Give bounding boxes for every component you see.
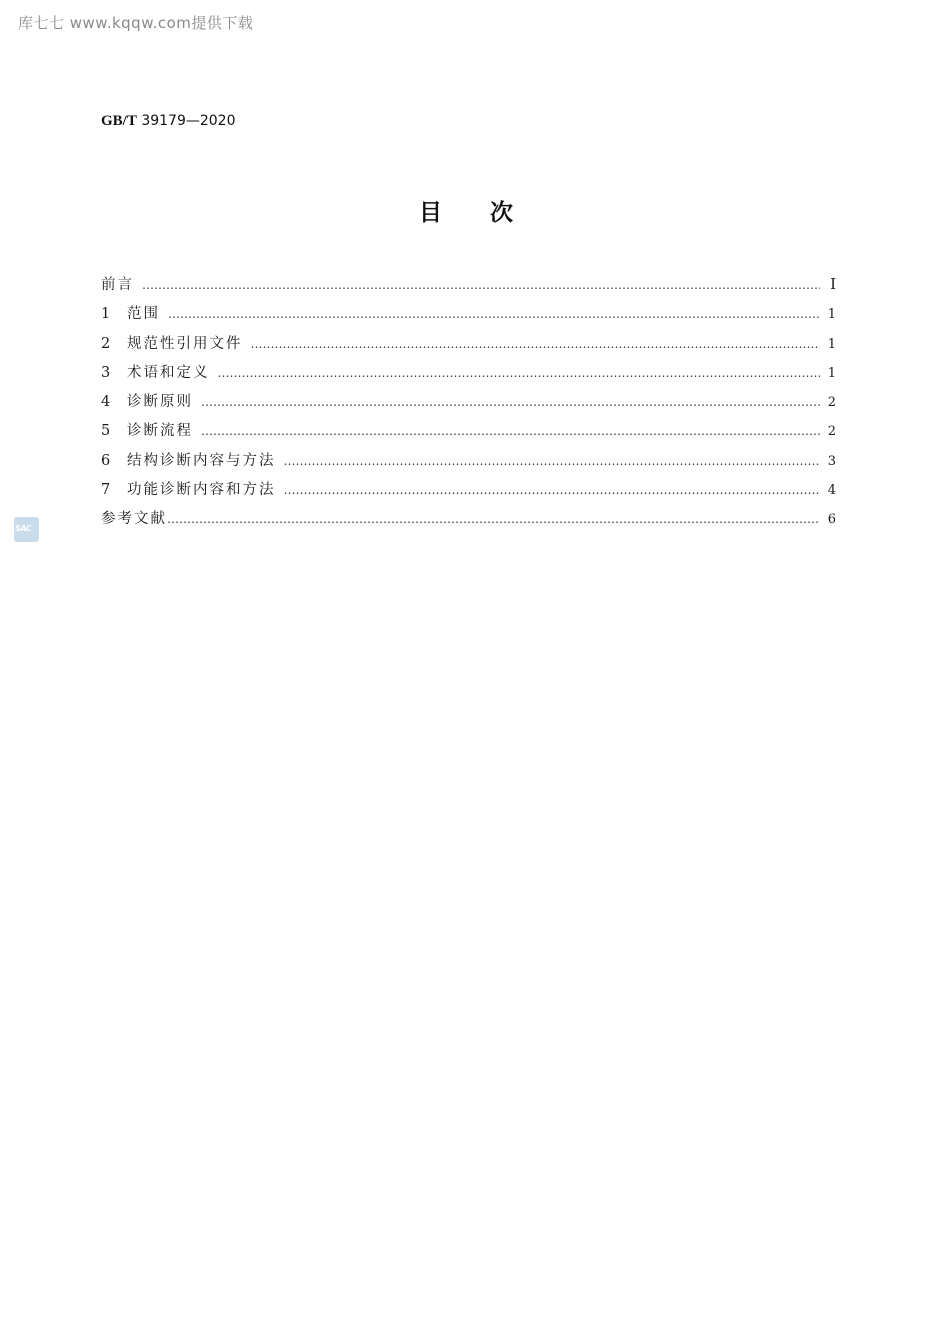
toc-entry-title: 前言	[101, 277, 134, 293]
toc-entry-page: 3	[827, 453, 836, 469]
toc-entry-page: Ⅰ	[830, 275, 836, 293]
toc-leader-dots	[251, 337, 820, 351]
toc-entry-page: 2	[827, 424, 836, 440]
sac-logo-icon	[14, 517, 39, 542]
toc-entry-page: 6	[827, 512, 836, 528]
toc-entry-diagnosis-principles[interactable]	[101, 390, 836, 419]
toc-entry-title: 术语和定义	[127, 364, 210, 381]
standard-prefix: GB/T	[101, 113, 137, 129]
toc-entry-title: 参考文献	[101, 511, 167, 528]
toc-entry-number: 1	[101, 306, 111, 323]
toc-entry-page: 1	[827, 365, 836, 381]
toc-entry-title: 功能诊断内容和方法	[127, 482, 276, 499]
toc-entry-number: 2	[101, 335, 111, 352]
toc-leader-dots	[218, 366, 820, 380]
toc-title: 目次	[419, 200, 561, 226]
toc-leader-dots	[168, 307, 820, 321]
toc-leader-dots	[201, 395, 820, 409]
toc-entry-page: 2	[827, 395, 836, 411]
toc-entry-terms-definitions[interactable]	[101, 361, 836, 390]
toc-entry-title: 规范性引用文件	[127, 335, 243, 352]
toc-entry-structural-diagnosis[interactable]	[101, 449, 836, 478]
toc-entry-number: 3	[101, 364, 111, 381]
toc-entry-title: 诊断原则	[127, 394, 193, 411]
toc-entry-page: 1	[827, 307, 836, 323]
toc-entry-bibliography[interactable]	[101, 507, 836, 536]
toc-leader-dots	[284, 454, 820, 468]
toc-entry-title: 范围	[127, 306, 160, 323]
toc-entry-number: 6	[101, 452, 111, 469]
toc-entry-title: 诊断流程	[127, 423, 193, 440]
toc-entry-scope[interactable]	[101, 302, 836, 331]
toc-leader-dots	[167, 512, 820, 526]
standard-number: 39179—2020	[141, 113, 236, 129]
toc-entry-page: 4	[827, 483, 836, 499]
toc-entry-foreword[interactable]	[101, 273, 836, 302]
table-of-contents	[101, 273, 836, 537]
toc-entry-number: 7	[101, 482, 111, 499]
toc-leader-dots	[201, 424, 820, 438]
toc-entry-number: 4	[101, 394, 111, 411]
toc-entry-diagnosis-process[interactable]	[101, 419, 836, 448]
watermark-text: 库七七 www.kqqw.com提供下载	[18, 14, 254, 32]
toc-leader-dots	[142, 278, 820, 292]
toc-entry-normative-references[interactable]	[101, 332, 836, 361]
toc-entry-title: 结构诊断内容与方法	[127, 452, 276, 469]
toc-entry-page: 1	[827, 336, 836, 352]
standard-code	[101, 113, 235, 130]
toc-leader-dots	[284, 483, 820, 497]
sac-logo-text: SAC	[15, 524, 32, 533]
toc-entry-functional-diagnosis[interactable]	[101, 478, 836, 507]
toc-entry-number: 5	[101, 423, 111, 440]
